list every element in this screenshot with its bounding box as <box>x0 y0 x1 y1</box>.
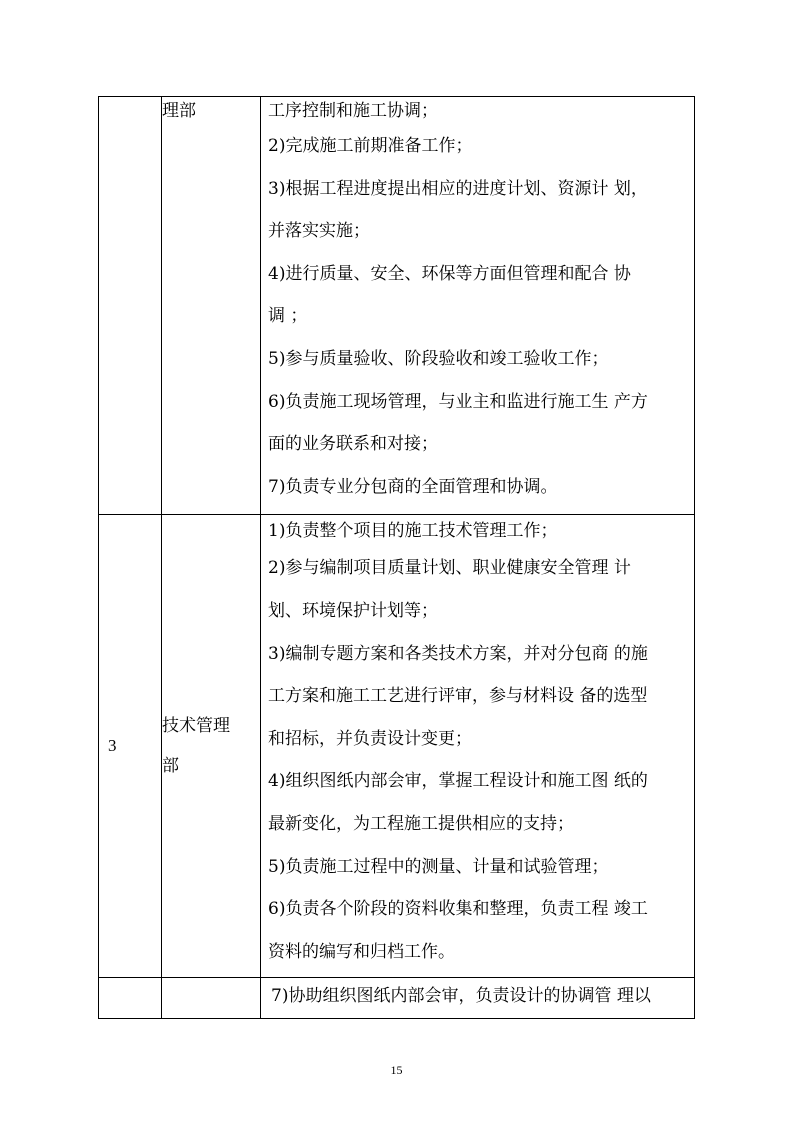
duty-line: 5)负责施工过程中的测量、计量和试验管理； <box>268 856 609 877</box>
duty-line: 最新变化，为工程施工提供相应的支持； <box>268 813 574 834</box>
duty-line: 划、环境保护计划等； <box>268 600 438 621</box>
department-cell <box>162 978 261 1019</box>
duties-cell <box>261 515 695 978</box>
duty-line: 7)协助组织图纸内部会审，负责设计的协调管 理以 <box>271 986 651 1007</box>
table-row <box>99 515 695 978</box>
row-number-cell <box>99 978 162 1019</box>
duty-line: 2)参与编制项目质量计划、职业健康安全管理 计 <box>268 558 631 579</box>
duty-line: 4)组织图纸内部会审，掌握工程设计和施工图 纸的 <box>268 771 648 792</box>
table-row <box>99 978 695 1019</box>
duty-line: 6)负责施工现场管理，与业主和监进行施工生 产方 <box>268 391 648 412</box>
duty-line: 并落实实施； <box>268 221 370 242</box>
duty-line: 7)负责专业分包商的全面管理和协调。 <box>268 476 558 497</box>
duty-line: 5)参与质量验收、阶段验收和竣工验收工作； <box>268 348 609 369</box>
department-name-line: 技术管理 <box>162 716 230 737</box>
duty-line: 4)进行质量、安全、环保等方面但管理和配合 协 <box>268 263 631 284</box>
responsibility-table <box>98 96 695 1019</box>
row-number-cell <box>99 97 162 515</box>
row-number-cell: 3 <box>99 515 162 978</box>
duty-line: 工序控制和施工协调； <box>268 101 438 121</box>
duty-line: 调 ； <box>268 306 308 327</box>
duties-cell <box>261 978 695 1019</box>
duty-line: 面的业务联系和对接； <box>268 434 438 455</box>
department-name: 理部 <box>162 101 196 121</box>
duty-line: 3)根据工程进度提出相应的进度计划、资源计 划， <box>268 178 648 199</box>
duties-cell <box>261 97 695 515</box>
duty-line: 工方案和施工工艺进行评审，参与材料设 备的选型 <box>268 686 648 707</box>
department-cell <box>162 97 261 515</box>
duty-line: 和招标，并负责设计变更； <box>268 728 472 749</box>
duty-line: 3)编制专题方案和各类技术方案，并对分包商 的施 <box>268 643 648 664</box>
duty-line: 2)完成施工前期准备工作； <box>268 136 473 156</box>
page-number: 15 <box>390 1063 403 1077</box>
duty-line: 1)负责整个项目的施工技术管理工作； <box>268 521 558 542</box>
duty-line: 6)负责各个阶段的资料收集和整理，负责工程 竣工 <box>268 899 648 920</box>
department-cell <box>162 515 261 978</box>
table-row <box>99 97 695 515</box>
department-name-line: 部 <box>162 756 179 777</box>
duty-line: 资料的编写和归档工作。 <box>268 941 455 962</box>
